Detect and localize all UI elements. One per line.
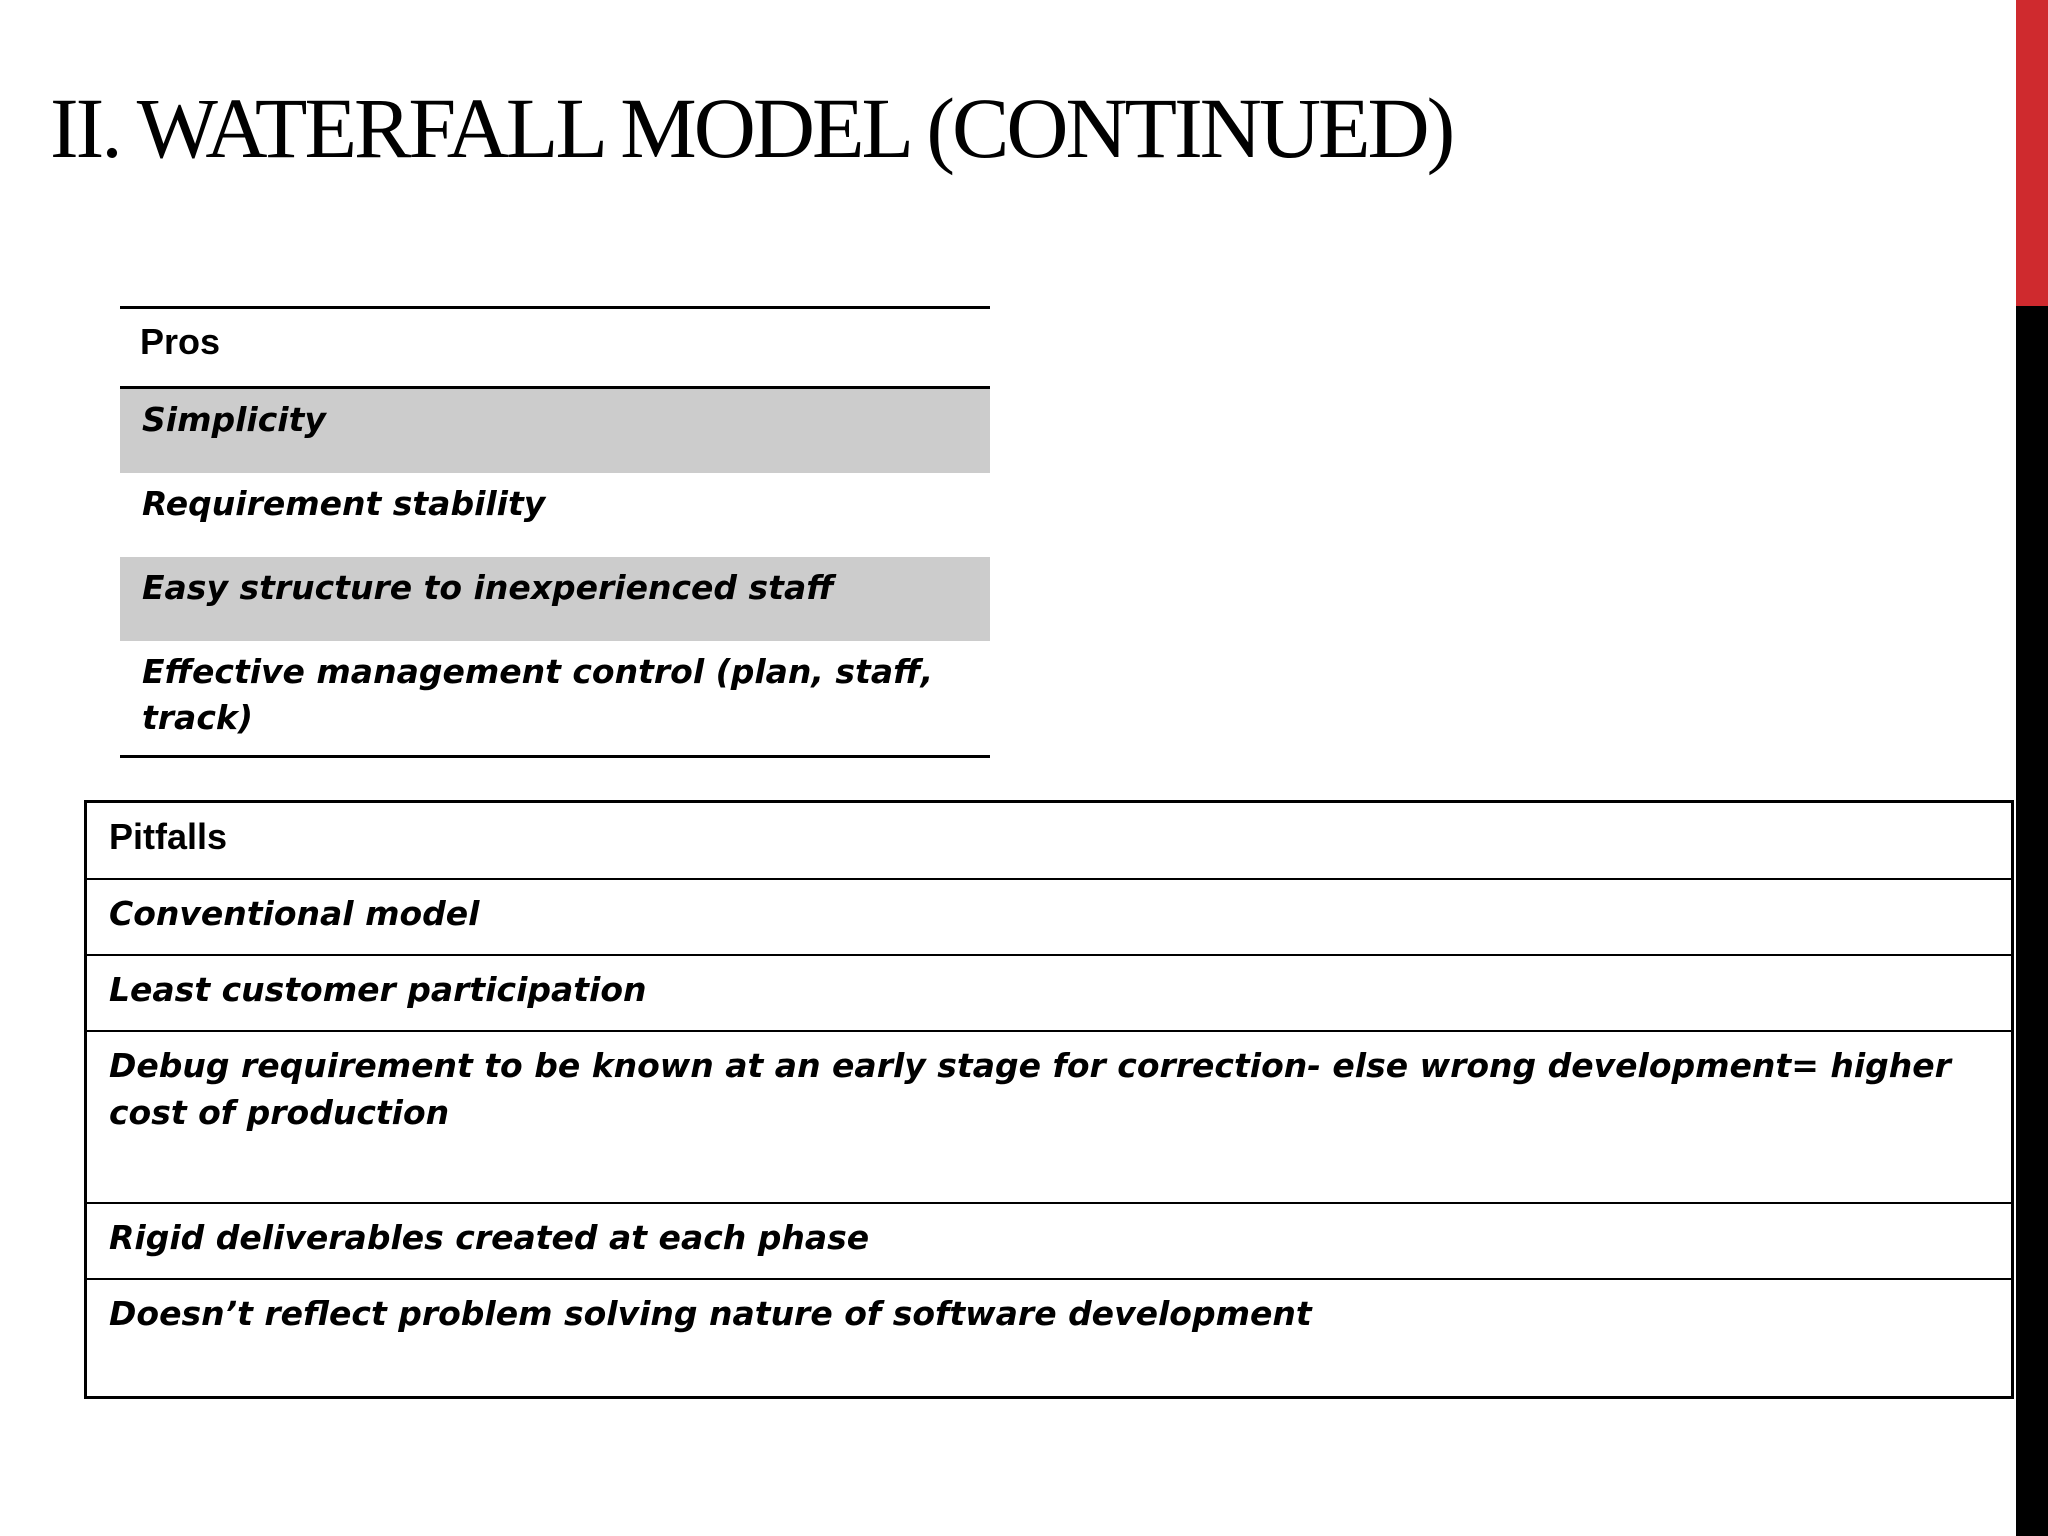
pitfalls-table xyxy=(84,800,2014,1399)
pros-table xyxy=(120,306,990,758)
pros-table-header: Pros xyxy=(120,309,990,389)
pitfalls-row: Conventional model xyxy=(87,878,2011,954)
pitfalls-row: Least customer participation xyxy=(87,954,2011,1030)
pitfalls-table-header: Pitfalls xyxy=(109,816,228,857)
pros-row: Simplicity xyxy=(120,389,990,473)
pros-row: Requirement stability xyxy=(142,484,546,523)
pros-row: Easy structure to inexperienced staff xyxy=(120,557,990,641)
edge-dark-bar xyxy=(2016,306,2048,1536)
pitfalls-row: Rigid deliverables created at each phase xyxy=(87,1202,2011,1278)
pitfalls-row: Debug requirement to be known at an early stage for correction- else wrong development= higher cost of production xyxy=(87,1030,2011,1202)
slide-title: II. WATERFALL MODEL (CONTINUED) xyxy=(50,80,1453,176)
edge-accent-bar xyxy=(2016,0,2048,306)
pitfalls-row: Doesn’t reflect problem solving nature of software development xyxy=(87,1278,2011,1396)
pros-row: Effective management control (plan, staff, track) xyxy=(142,652,934,737)
